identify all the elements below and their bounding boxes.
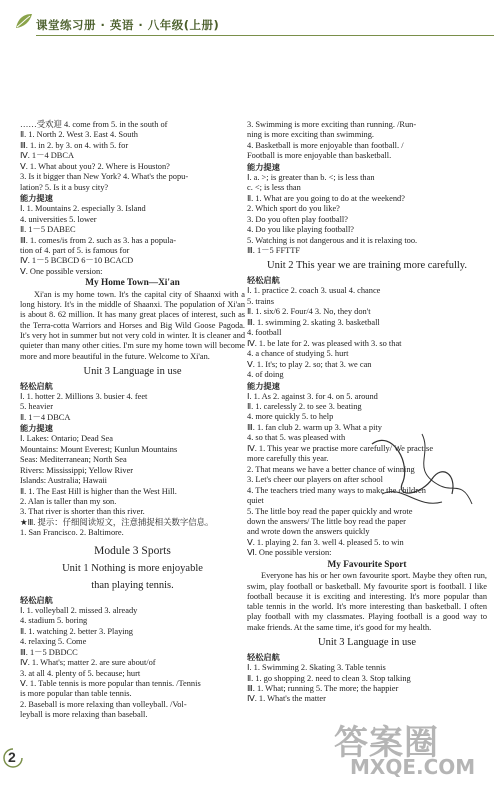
essay-paragraph: Xi'an is my home town. It's the capital city of Shaanxi with a long history. It's in the middle of Shaanxi. The population of Xi'an is about 8. 62 million. It has many great places of interest, such as the Terra-cotta Warriors and Horses and Big Wild Goose Pagoda. It's very hot in summer but not very cold in winter. It is cleaner and quieter than many other cities. I'm sure my home town will become more and more beautiful in the future. Welcome to Xi'an. [20, 289, 245, 361]
answer-line: Ⅳ. 1. What's the matter [247, 694, 326, 704]
answer-line: c. <; is less than [247, 183, 301, 193]
answer-line: Ⅰ. 1. Swimming 2. Skating 3. Table tennis [247, 663, 386, 673]
answer-line: 4. more quickly 5. to help [247, 412, 334, 422]
answer-line: 4. of doing [247, 370, 284, 380]
answer-line: Ⅱ. 1. six/6 2. Four/4 3. No, they don't [247, 307, 371, 317]
answer-line: Ⅱ. 1. The East Hill is higher than the West Hill. [20, 486, 177, 496]
answer-line: Ⅳ. 1－4 DBCA [20, 151, 75, 161]
answer-line: Ⅲ. 1. fan club 2. warm up 3. What a pity [247, 422, 382, 432]
answer-line: Ⅰ. a. >; is greater than b. <; is less than [247, 172, 375, 182]
unit-title: Unit 1 Nothing is more enjoyable [62, 562, 203, 574]
answer-line: Ⅲ. 1. in 2. by 3. on 4. with 5. for [20, 140, 129, 150]
answer-line: Ⅳ. 1－5 BCBCD 6－10 BCACD [20, 256, 134, 266]
answer-line: Ⅴ. 1. What about you? 2. Where is Houston? [20, 161, 170, 171]
header-rule [36, 35, 494, 36]
answer-line: 5. heavier [20, 402, 54, 412]
section-heading: 轻松启航 [247, 652, 280, 663]
answer-line: Ⅴ. 1. playing 2. fan 3. well 4. pleased 5. to win [247, 537, 404, 547]
answer-line: Ⅳ. 1. This year we practise more carefully/ We practise [247, 443, 434, 453]
answer-line: Ⅰ. 1. practice 2. coach 3. usual 4. chance [247, 286, 381, 296]
section-heading: 能力提速 [20, 193, 53, 204]
answer-line: more carefully this year. [247, 454, 329, 464]
essay-paragraph: Everyone has his or her own favourite sport. Maybe they often run, swim, play football or basketball. My favourite sport is football. I like football because it is exciting and interesting. It's more popular than table tennis in the world. It's more interesting than basketball. I often play football with my classmates. Playing football is a good way to make friends. At the same time, it's good for my health. [247, 571, 487, 632]
answer-line: Ⅳ. 1. be late for 2. was pleased with 3. so that [247, 338, 402, 348]
answer-line: Ⅴ. 1. Table tennis is more popular than tennis. /Tennis [20, 678, 201, 688]
answer-line: 4. Do you like playing football? [247, 225, 354, 235]
answer-line: Rivers: Mississippi; Yellow River [20, 465, 134, 475]
answer-line: 3. at all 4. plenty of 5. because; hurt [20, 668, 141, 678]
answer-line: ★Ⅲ. 提示：仔细阅读短文，注意捕捉相关数字信息。 [20, 517, 214, 527]
answer-line: 4. relaxing 5. Come [20, 637, 87, 647]
answer-line: 2. Which sport do you like? [247, 204, 340, 214]
watermark [326, 715, 496, 781]
answer-line: Ⅳ. 1. What's; matter 2. are sure about/of [20, 658, 156, 668]
answer-line: Seas: Mediterranean; North Sea [20, 455, 127, 465]
section-heading: 能力提速 [247, 161, 280, 172]
page-number-text: 2 [8, 749, 16, 765]
answer-line: Ⅰ. Lakes: Ontario; Dead Sea [20, 434, 113, 444]
answer-line: leyball is more relaxing than baseball. [20, 710, 148, 720]
answer-line: Ⅲ. 1－5 FFTTF [247, 245, 301, 255]
unit-title: Unit 3 Language in use [318, 637, 416, 649]
answer-line: Ⅴ. One possible version: [20, 266, 103, 276]
section-heading: 轻松启航 [20, 594, 53, 605]
answer-line: Ⅱ. 1. watching 2. better 3. Playing [20, 626, 133, 636]
answer-line: 3. Let's cheer our players on after school [247, 475, 383, 485]
answer-line: 5. Watching is not dangerous and it is relaxing too. [247, 235, 418, 245]
answer-line: 5. The little boy read the paper quickly and wrote [247, 506, 413, 516]
answer-line: ……受欢迎 4. come from 5. in the south of [20, 120, 168, 129]
answer-line: 4. universities 5. lower [20, 214, 97, 224]
answer-line: Ⅱ. 1－4 DBCA [20, 412, 71, 422]
module-title: Module 3 Sports [94, 544, 171, 557]
answer-line: 4. football [247, 328, 282, 338]
page-number [2, 747, 24, 769]
answer-line: 4. The teachers tried many ways to make the children [247, 485, 426, 495]
answer-line: Islands: Australia; Hawaii [20, 476, 107, 486]
right-column [247, 120, 487, 705]
answer-line: ning is more exciting than swimming. [247, 130, 375, 140]
unit-title: Unit 2 This year we are training more carefully. [266, 260, 467, 272]
answer-line: 2. That means we have a better chance of winning [247, 464, 415, 474]
watermark-line1: 答案圈 [334, 723, 439, 763]
answer-line: 3. Do you often play football? [247, 214, 348, 224]
answer-line: 4. Basketball is more enjoyable than football. / [247, 140, 404, 150]
answer-line: Ⅱ. 1. carelessly 2. to see 3. beating [247, 401, 362, 411]
answer-line: 1. San Francisco. 2. Baltimore. [20, 528, 124, 538]
unit-title: than playing tennis. [91, 579, 174, 591]
answer-line: 3. Is it bigger than New York? 4. What's the popu- [20, 172, 189, 182]
leaf-logo-icon [14, 12, 34, 30]
answer-line: 4. a chance of studying 5. hurt [247, 349, 349, 359]
answer-line: 5. trains [247, 296, 274, 306]
essay-title: My Favourite Sport [327, 559, 407, 570]
left-column [20, 120, 245, 721]
answer-line: Ⅲ. 1. What; running 5. The more; the happier [247, 683, 399, 693]
answer-line: Ⅲ. 1. swimming 2. skating 3. basketball [247, 317, 380, 327]
answer-line: tion of 4. part of 5. is famous for [20, 245, 130, 255]
answer-line: Ⅰ. 1. Mountains 2. especially 3. Island [20, 204, 146, 214]
answer-line: lation? 5. Is it a busy city? [20, 182, 109, 192]
answer-line: quiet [247, 496, 264, 506]
section-heading: 能力提速 [20, 423, 53, 434]
answer-line: Ⅱ. 1. North 2. West 3. East 4. South [20, 130, 138, 140]
answer-line: 3. That river is shorter than this river. [20, 507, 145, 517]
answer-line: and wrote down the answers quickly [247, 527, 370, 537]
answer-line: Ⅰ. 1. hotter 2. Millions 3. busier 4. feet [20, 391, 148, 401]
answer-line: 3. Swimming is more exciting than running. /Run- [247, 120, 417, 129]
answer-line: Ⅱ. 1－5 DABEC [20, 225, 76, 235]
answer-line: Ⅱ. 1. go shopping 2. need to clean 3. Stop talking [247, 673, 411, 683]
answer-line: Ⅰ. 1. As 2. against 3. for 4. on 5. around [247, 391, 378, 401]
answer-line: 4. so that 5. was pleased with [247, 433, 346, 443]
section-heading: 轻松启航 [247, 275, 280, 286]
answer-line: Football is more enjoyable than basketball. [247, 151, 392, 161]
unit-title: Unit 3 Language in use [83, 365, 182, 377]
essay-title: My Home Town—Xi'an [85, 278, 180, 289]
answer-line: Mountains: Mount Everest; Kunlun Mountains [20, 444, 178, 454]
answer-line: 4. stadium 5. boring [20, 616, 88, 626]
answer-line: down the answers/ The little boy read the paper [247, 516, 406, 526]
answer-line: Ⅱ. 1. What are you going to do at the weekend? [247, 193, 405, 203]
answer-line: Ⅲ. 1－5 DBDCC [20, 647, 78, 657]
page-header [6, 8, 494, 38]
section-heading: 轻松启航 [20, 380, 53, 391]
answer-line: 2. Alan is taller than my son. [20, 497, 117, 506]
answer-line: is more popular than table tennis. [20, 689, 132, 699]
header-title: 课堂练习册 · 英语 · 八年级(上册) [36, 18, 220, 32]
answer-line: Ⅲ. 1. comes/is from 2. such as 3. has a popula- [20, 235, 177, 245]
answer-line: Ⅴ. 1. It's; to play 2. so; that 3. we can [247, 359, 372, 369]
answer-line: Ⅵ. One possible version: [247, 548, 332, 558]
watermark-line2: MXQE.COM [350, 755, 476, 779]
answer-line: Ⅰ. 1. volleyball 2. missed 3. already [20, 605, 138, 615]
answer-line: 2. Baseball is more relaxing than volleyball. /Vol- [20, 699, 187, 709]
section-heading: 能力提速 [247, 380, 280, 391]
